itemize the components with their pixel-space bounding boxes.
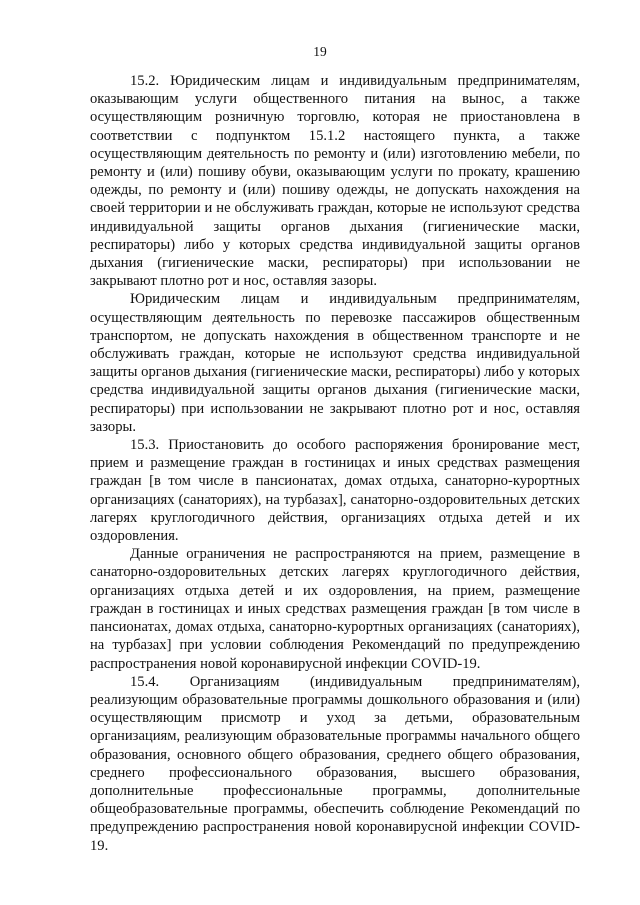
document-body <box>90 72 580 855</box>
paragraph-15-3: 15.3. Приостановить до особого распоряжения бронирование мест, прием и размещение граждан в гостиницах и иных средствах размещения граждан [в том числе в пансионатах, домах отдыха, санаторно-курортных организациях (санаториях), на турбазах], санаторно-оздоровительных детских лагерях круглогодичного действия, организациях отдыха детей и их оздоровления. <box>90 437 580 545</box>
paragraph-exceptions: Данные ограничения не распространяются на прием, размещение в санаторно-оздоровительных детских лагерях круглогодичного действия, организациях отдыха детей и их оздоровления, на прием, размещение граждан в гостиницах и иных средствах размещения граждан [в том числе в пансионатах, домах отдыха, санаторно-курортных организациях (санаториях), на турбазах] при условии соблюдения Рекомендаций по предупреждению распространения новой коронавирусной инфекции COVID-19. <box>90 546 580 672</box>
paragraph-15-2: 15.2. Юридическим лицам и индивидуальным предпринимателям, оказывающим услуги общественного питания на вынос, а также осуществляющим розничную торговлю, которая не приостановлена в соответствии с подпунктом 15.1.2 настоящего пункта, а также осуществляющим деятельность по ремонту и (или) изготовлению мебели, по ремонту и (или) пошиву обуви, оказывающим услуги по прокату, крашению одежды, по ремонту и (или) пошиву одежды, не допускать нахождения на своей территории и не обслуживать граждан, которые не используют средства индивидуальной защиты органов дыхания (гигиенические маски, респираторы) либо у которых средства индивидуальной защиты органов дыхания (гигиенические маски, респираторы) при использовании не закрывают плотно рот и нос, оставляя зазоры. <box>90 73 580 290</box>
paragraph-transport: Юридическим лицам и индивидуальным предпринимателям, осуществляющим деятельность по перевозке пассажиров общественным транспортом, не допускать нахождения в общественном транспорте и не обслуживать граждан, которые не используют средства индивидуальной защиты органов дыхания (гигиенические маски, респираторы) либо у которых средства индивидуальной защиты органов дыхания (гигиенические маски, респираторы) при использовании не закрывают плотно рот и нос, оставляя зазоры. <box>90 291 580 435</box>
page-number: 19 <box>313 44 327 59</box>
paragraph-15-4: 15.4. Организациям (индивидуальным предпринимателям), реализующим образовательные программы дошкольного образования и (или) осуществляющим присмотр и уход за детьми, образовательным организациям, реализующим образовательные программы начального общего образования, основного общего образования, среднего общего образования, среднего профессионального образования, высшего образования, дополнительные профессиональные программы, дополнительные общеобразовательные программы, обеспечить соблюдение Рекомендаций по предупреждению распространения новой коронавирусной инфекции COVID-19. <box>90 673 580 854</box>
